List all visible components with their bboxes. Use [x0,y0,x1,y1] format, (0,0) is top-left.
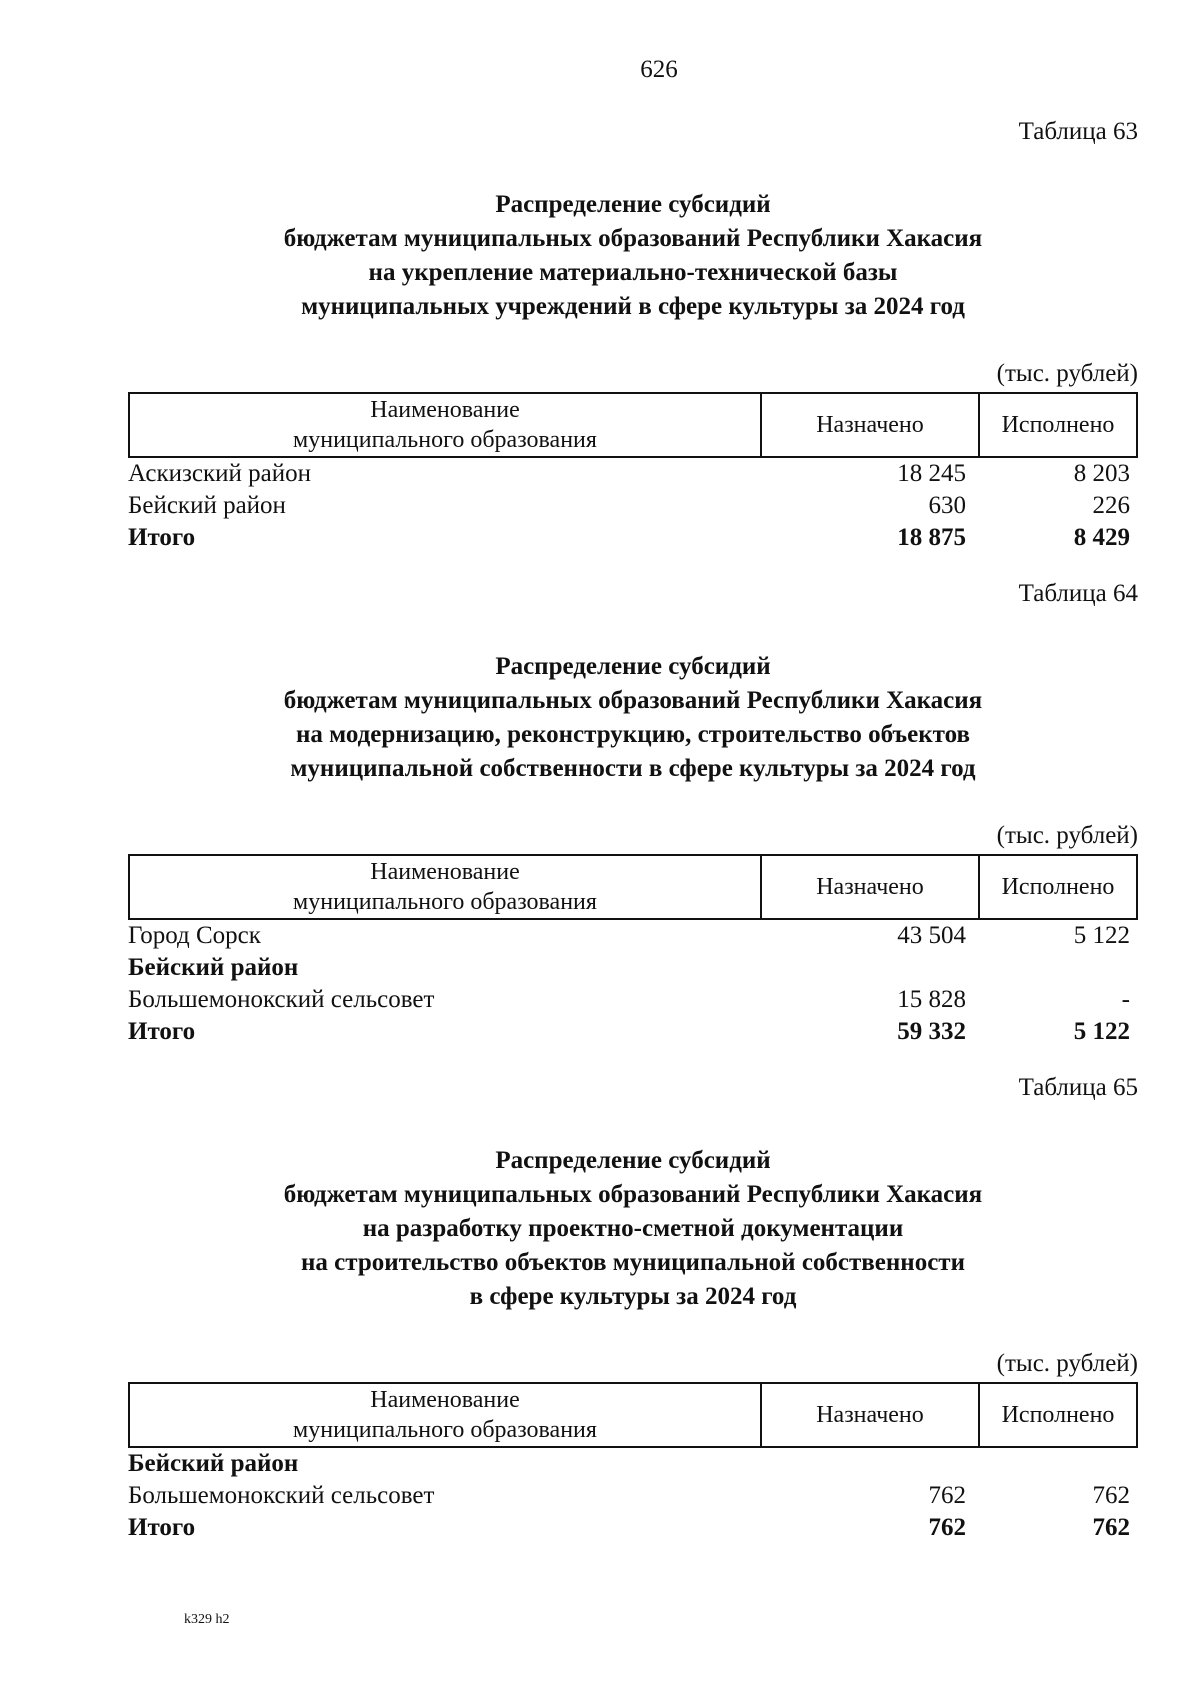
row-name: Итого [128,524,196,551]
header-executed: Исполнено [1001,1401,1115,1428]
table-title [128,1144,1138,1314]
table-header [128,854,1138,920]
table-row [128,458,1138,490]
table-total-row [128,1016,1138,1048]
row-executed: 226 [1092,492,1130,519]
table-header [128,392,1138,458]
row-name: Большемонокский сельсовет [128,1482,435,1509]
header-name-line2: муниципального образования [293,427,597,453]
row-name: Город Сорск [128,922,261,949]
title-line: муниципальных учреждений в сфере культуры за 2024 год [301,293,965,320]
title-line: бюджетам муниципальных образований Республики Хакасия [283,687,983,714]
table-65-section [128,1074,1138,1544]
row-executed: 5 122 [1073,1018,1130,1045]
table-row [128,920,1138,952]
title-line: Распределение субсидий [495,191,771,218]
title-line: бюджетам муниципальных образований Республики Хакасия [283,1181,983,1208]
row-assigned: 59 332 [897,1018,966,1045]
table-total-row [128,522,1138,554]
table-total-row [128,1512,1138,1544]
table-label: Таблица 64 [1018,580,1138,607]
unit-label: (тыс. рублей) [996,822,1138,849]
row-name: Итого [128,1514,196,1541]
row-assigned: 18 245 [897,460,966,487]
title-line: на укрепление материально-технической базы [368,259,898,286]
table-64-section [128,580,1138,1048]
row-name: Бейский район [128,954,299,981]
header-assigned: Назначено [762,1384,980,1446]
title-line: на строительство объектов муниципальной собственности [301,1249,965,1276]
table-group-row [128,1448,1138,1480]
row-executed: - [1121,986,1130,1013]
unit-label: (тыс. рублей) [996,360,1138,387]
title-line: бюджетам муниципальных образований Республики Хакасия [283,225,983,252]
unit-label: (тыс. рублей) [996,1350,1138,1377]
row-executed: 8 203 [1073,460,1130,487]
header-assigned: Назначено [762,394,980,456]
row-assigned: 43 504 [897,922,966,949]
header-name-column [130,856,762,918]
row-executed: 8 429 [1073,524,1130,551]
title-line: Распределение субсидий [495,653,771,680]
row-executed: 762 [1092,1482,1130,1509]
title-line: в сфере культуры за 2024 год [469,1283,797,1310]
row-assigned: 762 [928,1514,966,1541]
table-label: Таблица 65 [1018,1074,1138,1101]
title-line: муниципальной собственности в сфере культуры за 2024 год [290,755,976,782]
row-executed: 762 [1092,1514,1130,1541]
title-line: на модернизацию, реконструкцию, строительство объектов [296,721,970,748]
row-name: Бейский район [128,1450,299,1477]
table-label: Таблица 63 [1018,118,1138,145]
table-title [128,188,1138,324]
table-63-section [128,118,1138,554]
header-executed: Исполнено [1001,411,1115,438]
title-line: на разработку проектно-сметной документации [362,1215,904,1242]
row-assigned: 762 [928,1482,966,1509]
row-name: Итого [128,1018,196,1045]
row-assigned: 18 875 [897,524,966,551]
row-name: Большемонокский сельсовет [128,986,435,1013]
row-assigned: 630 [928,492,966,519]
page-number: 626 [640,56,678,83]
header-name-line1: Наименование [370,397,520,423]
header-executed: Исполнено [1001,873,1115,900]
footer-code: k329 h2 [184,1612,230,1627]
header-name-line2: муниципального образования [293,1417,597,1443]
table-row [128,1480,1138,1512]
header-name-line1: Наименование [370,859,520,885]
header-assigned: Назначено [762,856,980,918]
table-group-row [128,952,1138,984]
row-executed: 5 122 [1073,922,1130,949]
title-line: Распределение субсидий [495,1147,771,1174]
header-name-line2: муниципального образования [293,889,597,915]
table-header [128,1382,1138,1448]
header-name-column [130,1384,762,1446]
table-row [128,490,1138,522]
table-title [128,650,1138,786]
table-row [128,984,1138,1016]
row-assigned: 15 828 [897,986,966,1013]
header-name-column [130,394,762,456]
row-name: Бейский район [128,492,286,519]
row-name: Аскизский район [128,460,312,487]
header-name-line1: Наименование [370,1387,520,1413]
